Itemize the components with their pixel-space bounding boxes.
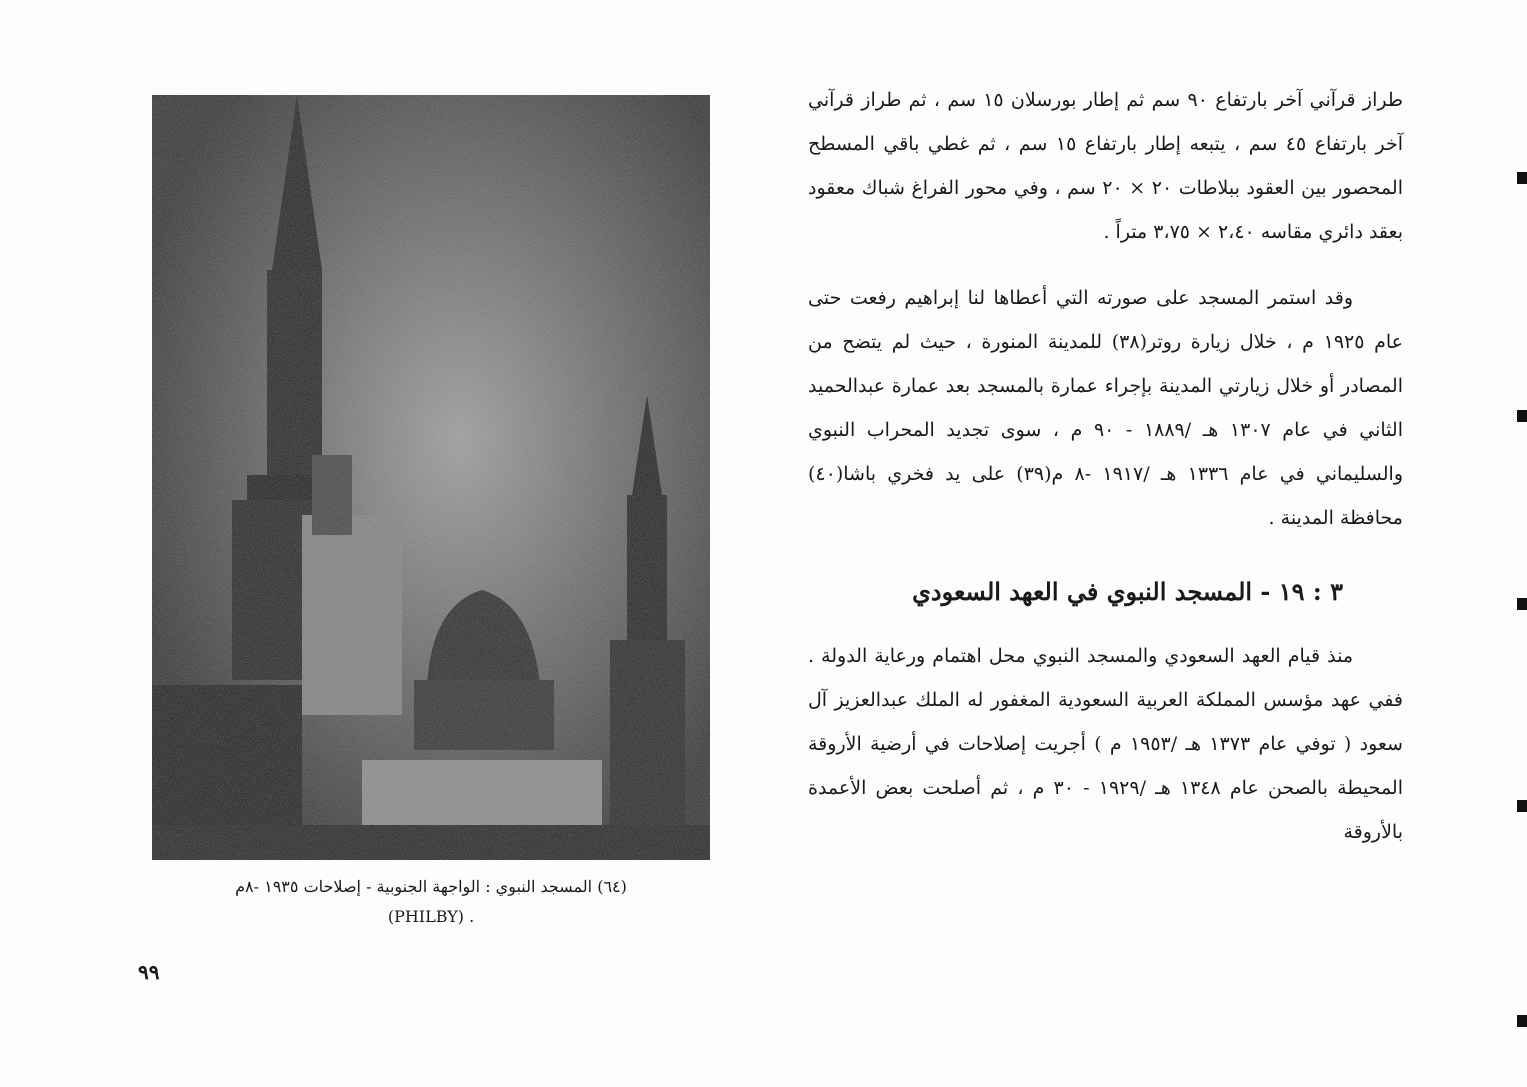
text-column [808, 78, 1403, 854]
caption-line-1: (٦٤) المسجد النبوي : الواجهة الجنوبية - إصلاحات ١٩٣٥ -٨م [235, 877, 627, 896]
page-number: ٩٩ [138, 960, 160, 984]
margin-mark [1517, 598, 1527, 610]
mosque-photograph [152, 95, 710, 860]
paragraph-2: وقد استمر المسجد على صورته التي أعطاها لنا إبراهيم رفعت حتى عام ١٩٢٥ م ، خلال زيارة روتر(٣٨) للمدينة المنورة ، حيث لم يتضح من المصادر أو خلال زيارتي المدينة بإجراء عمارة بالمسجد بعد عمارة عبدالحميد الثاني في عام ١٣٠٧ هـ /١٨٨٩ - ٩٠ م ، سوى تجديد المحراب النبوي والسليماني في عام ١٣٣٦ هـ /١٩١٧ -٨ م(٣٩) على يد فخري باشا(٤٠) محافظة المدينة . [808, 287, 1403, 529]
figure-caption [152, 872, 710, 932]
margin-mark [1517, 410, 1527, 422]
mosque-photo-illustration [152, 95, 710, 860]
margin-mark [1517, 172, 1527, 184]
caption-line-2: . (PHILBY) [387, 907, 475, 926]
paragraph-1: طراز قرآني آخر بارتفاع ٩٠ سم ثم إطار بورسلان ١٥ سم ، ثم طراز قرآني آخر بارتفاع ٤٥ سم ، يتبعه إطار بارتفاع ١٥ سم ، ثم غطي باقي المسطح المحصور بين العقود ببلاطات ٢٠ × ٢٠ سم ، وفي محور الفراغ شباك معقود بعقد دائري مقاسه ٢،٤٠ × ٣،٧٥ متراً . [808, 89, 1403, 243]
margin-mark [1517, 800, 1527, 812]
margin-mark [1517, 1015, 1527, 1027]
section-heading: ٣ : ١٩ - المسجد النبوي في العهد السعودي [912, 577, 1343, 606]
paragraph-3: منذ قيام العهد السعودي والمسجد النبوي محل اهتمام ورعاية الدولة . ففي عهد مؤسس المملكة العربية السعودية المغفور له الملك عبدالعزيز آل سعود ( توفي عام ١٣٧٣ هـ /١٩٥٣ م ) أجريت إصلاحات في أرضية الأروقة المحيطة بالصحن عام ١٣٤٨ هـ /١٩٢٩ - ٣٠ م ، ثم أصلحت بعض الأعمدة بالأروقة [808, 645, 1403, 843]
